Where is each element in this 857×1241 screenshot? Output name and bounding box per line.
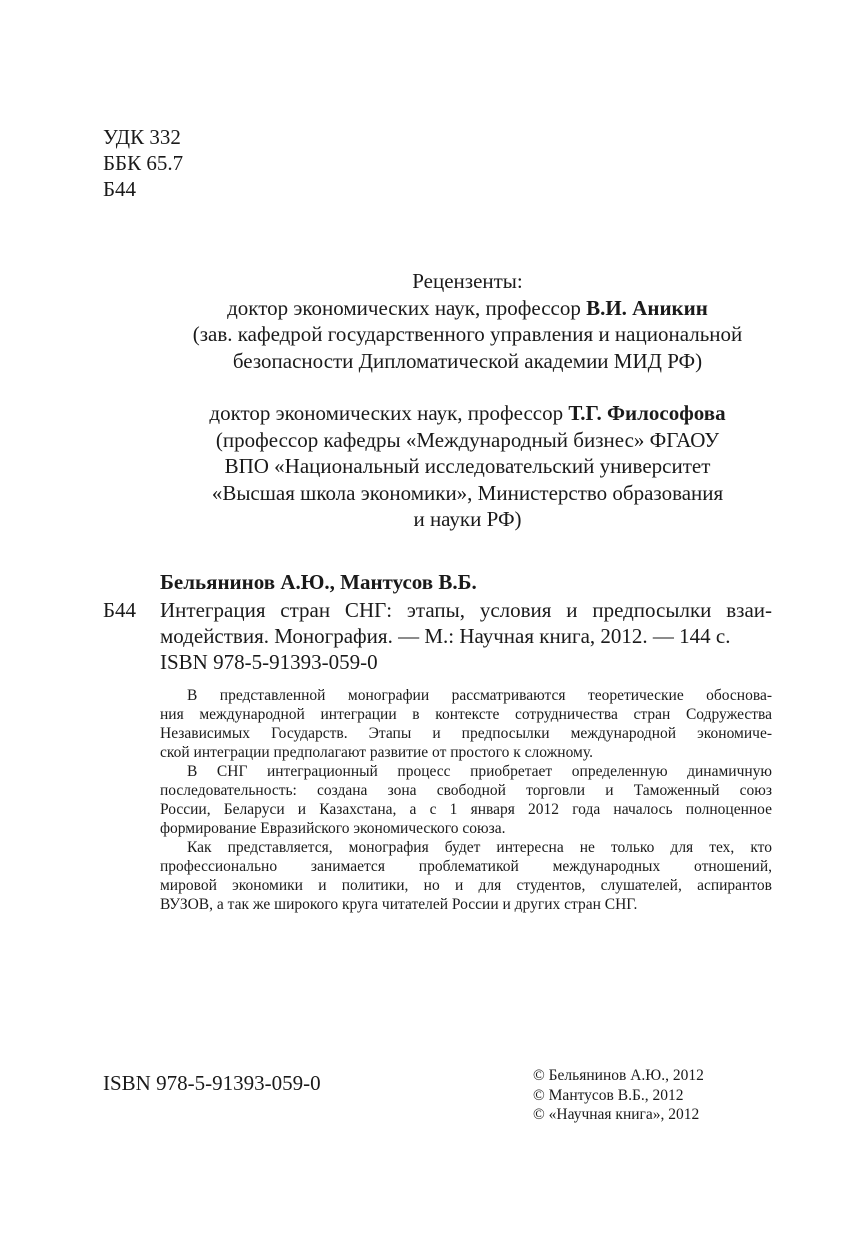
abstract-line: последовательность: создана зона свободной торговли и Таможенный союз	[160, 782, 772, 799]
bibliography-line: Интеграция стран СНГ: этапы, условия и предпосылки взаи-	[160, 598, 772, 622]
reviewer-2-title: доктор экономических наук, профессор	[209, 401, 569, 425]
bbk-code: ББК 65.7	[103, 151, 184, 175]
reviewer-2-affiliation-line: «Высшая школа экономики», Министерство образования	[211, 480, 724, 505]
copyright-notices	[533, 1066, 704, 1125]
copyright-line: © Мантусов В.Б., 2012	[533, 1086, 684, 1104]
reviewer-2-affiliation-line: ВПО «Национальный исследовательский университет	[224, 454, 711, 478]
bibliography-code: Б44	[103, 598, 137, 622]
author-mark: Б44	[103, 177, 137, 201]
abstract-line: формирование Евразийского экономического союза.	[160, 820, 506, 837]
abstract-line: В представленной монографии рассматриваются теоретические обоснова-	[187, 687, 772, 704]
bibliography-isbn: ISBN 978-5-91393-059-0	[160, 650, 378, 674]
udk-code: УДК 332	[103, 125, 181, 149]
abstract-line: В СНГ интеграционный процесс приобретает определенную динамичную	[187, 763, 772, 780]
abstract-line: профессионально занимается проблематикой международных отношений,	[160, 858, 772, 875]
reviewers-block	[100, 268, 835, 533]
bibliography-description	[160, 597, 772, 675]
reviewer-1-line	[100, 295, 835, 322]
abstract-line: ния международной интеграции в контексте сотрудничества стран Содружества	[160, 706, 772, 723]
footer-isbn: ISBN 978-5-91393-059-0	[103, 1071, 321, 1095]
reviewer-2-line	[100, 400, 835, 427]
abstract-line: России, Беларуси и Казахстана, а с 1 января 2012 года началось полноценное	[160, 801, 772, 818]
copyright-line: © Бельянинов А.Ю., 2012	[533, 1067, 704, 1084]
copyright-line: © «Научная книга», 2012	[533, 1106, 700, 1123]
abstract-line: Независимых Государств. Этапы и предпосылки международной экономиче-	[160, 725, 772, 742]
reviewer-1-title: доктор экономических наук, профессор	[227, 295, 587, 320]
abstract-line: ВУЗОВ, а так же широкого круга читателей России и других стран СНГ.	[160, 896, 638, 913]
reviewer-1-affiliation-line: (зав. кафедрой государственного управления и национальной	[192, 322, 743, 346]
abstract-line: Как представляется, монография будет интересна не только для тех, кто	[187, 839, 772, 856]
bibliography-line: модействия. Монография. — М.: Научная книга, 2012. — 144 с.	[160, 624, 731, 648]
abstract	[160, 686, 772, 914]
abstract-line: мировой экономики и политики, но и для студентов, слушателей, аспирантов	[160, 877, 772, 894]
reviewer-2-affiliation-line: и науки РФ)	[413, 507, 522, 531]
reviewers-heading: Рецензенты:	[412, 269, 523, 293]
bibliography-authors: Бельянинов А.Ю., Мантусов В.Б.	[160, 570, 477, 594]
reviewer-1-affiliation-line: безопасности Дипломатической академии МИД РФ)	[232, 348, 703, 373]
reviewer-2-affiliation-line: (профессор кафедры «Международный бизнес» ФГАОУ	[215, 427, 720, 452]
reviewer-1-name: В.И. Аникин	[586, 295, 708, 320]
classification-codes	[103, 124, 183, 202]
reviewer-2-name: Т.Г. Философова	[568, 401, 726, 425]
abstract-line: ской интеграции предполагают развитие от простого к сложному.	[160, 744, 593, 761]
